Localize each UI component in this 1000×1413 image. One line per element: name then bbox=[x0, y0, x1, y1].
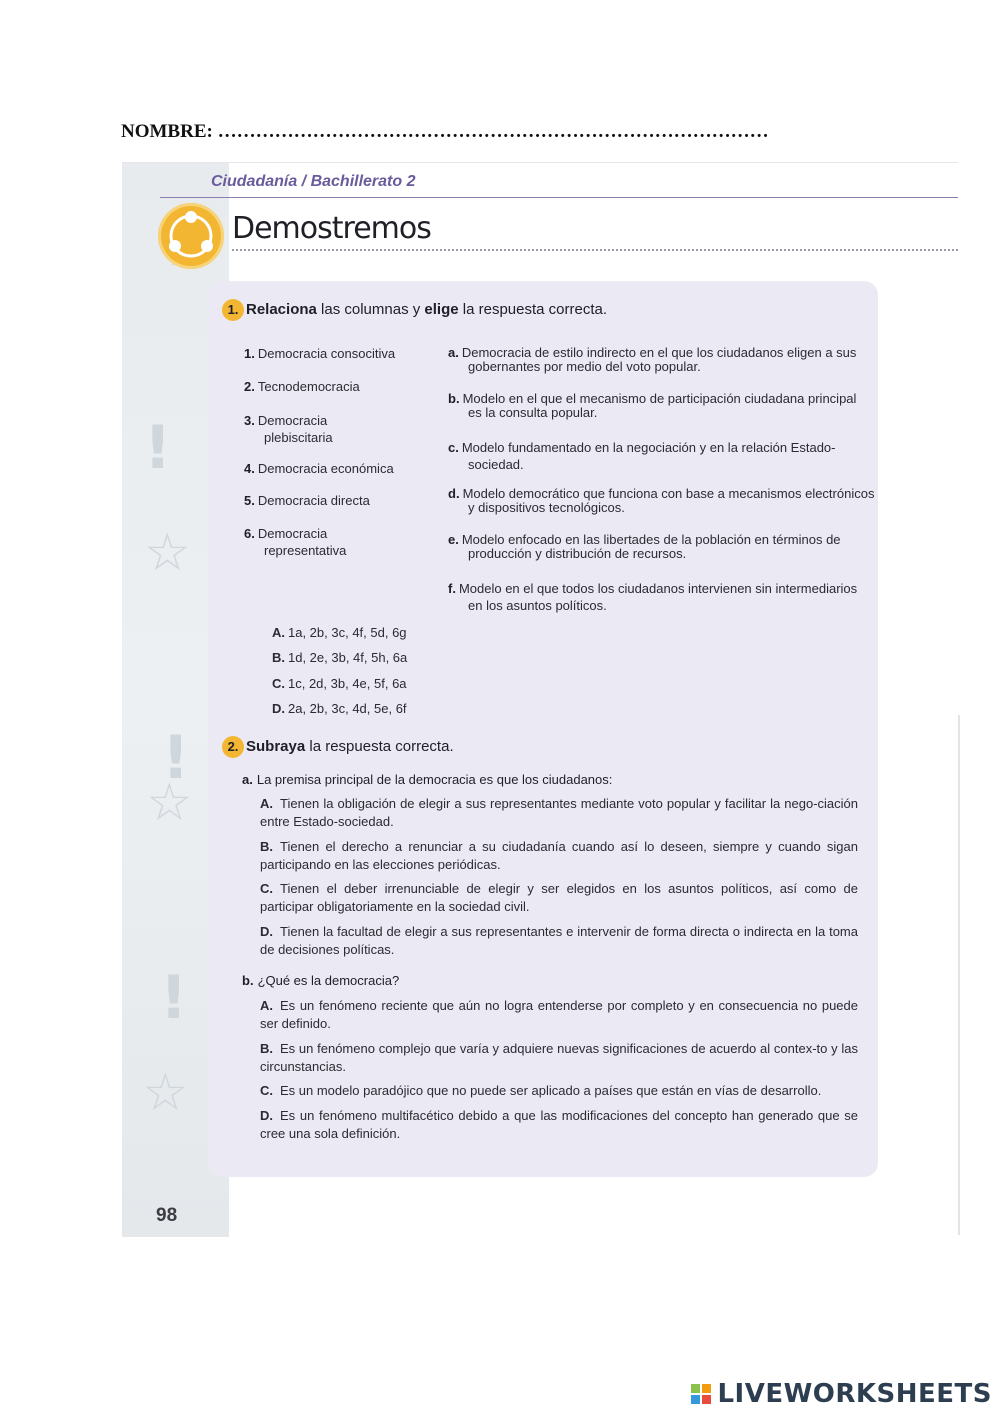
course-label: Ciudadanía / Bachillerato 2 bbox=[211, 173, 416, 190]
answer-choice[interactable]: C. Es un modelo paradójico que no puede ser aplicado a países que están en vías de desarrollo. bbox=[260, 1083, 822, 1098]
right-column-item: a. Democracia de estilo indirecto en el que los ciudadanos eligen a sus gobernantes por medio del voto popular. bbox=[448, 345, 857, 374]
title-dotted-line bbox=[232, 249, 958, 251]
section-title: Demostremos bbox=[232, 211, 431, 246]
question-1-heading bbox=[222, 299, 607, 321]
star-icon: ☆ bbox=[142, 1063, 189, 1123]
brand-name: LIVEWORKSHEETS bbox=[717, 1379, 992, 1409]
right-column-item: c. Modelo fundamentado en la negociación y en la relación Estado-sociedad. bbox=[448, 440, 836, 472]
answer-choice[interactable]: A. Tienen la obligación de elegir a sus representantes mediante voto popular y facilitar la nego-ciación entre Estado-sociedad. bbox=[260, 796, 858, 829]
left-column-item: 2. Tecnodemocracia bbox=[244, 379, 360, 394]
exclamation-icon: ! bbox=[160, 963, 188, 1033]
instruction-bold: Subraya bbox=[246, 738, 306, 755]
answer-choice[interactable]: D. Tienen la facultad de elegir a sus representantes e intervenir de forma directa o indirecta en la toma de decisiones políticas. bbox=[260, 924, 858, 957]
header-divider bbox=[160, 197, 958, 198]
answer-option[interactable]: A. 1a, 2b, 3c, 4f, 5d, 6g bbox=[272, 625, 407, 640]
instruction-bold: elige bbox=[424, 301, 459, 318]
question-number-badge: 2. bbox=[222, 736, 244, 758]
exclamation-icon: ! bbox=[144, 413, 172, 483]
page-edge-line bbox=[958, 715, 960, 1235]
right-column-item: d. Modelo democrático que funciona con base a mecanismos electrónicos y dispositivos tecnológicos. bbox=[448, 486, 875, 515]
brand-squares-icon bbox=[691, 1384, 711, 1404]
left-column-item: 3. Democracia plebiscitaria bbox=[244, 413, 333, 445]
right-column-item: b. Modelo en el que el mecanismo de participación ciudadana principal es la consulta popular. bbox=[448, 391, 857, 420]
answer-option[interactable]: D. 2a, 2b, 3c, 4d, 5e, 6f bbox=[272, 701, 407, 716]
liveworksheets-logo bbox=[691, 1379, 992, 1409]
instruction-text: las columnas y bbox=[316, 301, 425, 318]
worksheet-page bbox=[122, 162, 958, 1237]
answer-choice[interactable]: D. Es un fenómeno multifacético debido a que las modificaciones del concepto han generado que se cree una sola definición. bbox=[260, 1108, 858, 1141]
exclamation-icon: ! bbox=[162, 723, 190, 793]
instruction-text: la respuesta correcta. bbox=[458, 301, 608, 318]
page-number: 98 bbox=[156, 1205, 178, 1226]
section-logo-icon bbox=[158, 203, 224, 269]
answer-choice[interactable]: B. Es un fenómeno complejo que varía y adquiere nuevas significaciones de acuerdo al contex-to y las circunstancias. bbox=[260, 1041, 858, 1074]
sub-question-a: a. La premisa principal de la democracia es que los ciudadanos: bbox=[242, 772, 613, 787]
instruction-text: la respuesta correcta. bbox=[305, 738, 454, 755]
left-column-item: 5. Democracia directa bbox=[244, 493, 370, 508]
question-2-heading bbox=[222, 736, 454, 758]
right-column-item: e. Modelo enfocado en las libertades de la población en términos de producción y distribución de recursos. bbox=[448, 532, 841, 561]
left-column-item: 4. Democracia económica bbox=[244, 461, 394, 476]
question-number-badge: 1. bbox=[222, 299, 244, 321]
right-column-item: f. Modelo en el que todos los ciudadanos intervienen sin intermediarios en los asuntos políticos. bbox=[448, 581, 858, 613]
answer-choice[interactable]: B. Tienen el derecho a renunciar a su ciudadanía cuando así lo deseen, siempre y cuando sigan participando en las elecciones periódicas. bbox=[260, 839, 858, 872]
star-icon: ☆ bbox=[144, 523, 191, 583]
star-icon: ☆ bbox=[146, 773, 193, 833]
answer-choice[interactable]: A. Es un fenómeno reciente que aún no logra entenderse por completo y en consecuencia no puede ser definido. bbox=[260, 998, 858, 1031]
answer-choice[interactable]: C. Tienen el deber irrenunciable de elegir y ser elegidos en los asuntos políticos, así como de participar obligatoriamente en la sociedad civil. bbox=[260, 881, 858, 914]
nombre-field: NOMBRE: …………………………………………………………………………… bbox=[121, 121, 769, 142]
instruction-bold: Relaciona bbox=[246, 301, 317, 318]
answer-option[interactable]: B. 1d, 2e, 3b, 4f, 5h, 6a bbox=[272, 650, 408, 665]
left-column-item: 1. Democracia consocitiva bbox=[244, 346, 396, 361]
left-column-item: 6. Democracia representativa bbox=[244, 526, 347, 558]
answer-option[interactable]: C. 1c, 2d, 3b, 4e, 5f, 6a bbox=[272, 676, 407, 691]
sub-question-b: b. ¿Qué es la democracia? bbox=[242, 973, 400, 988]
